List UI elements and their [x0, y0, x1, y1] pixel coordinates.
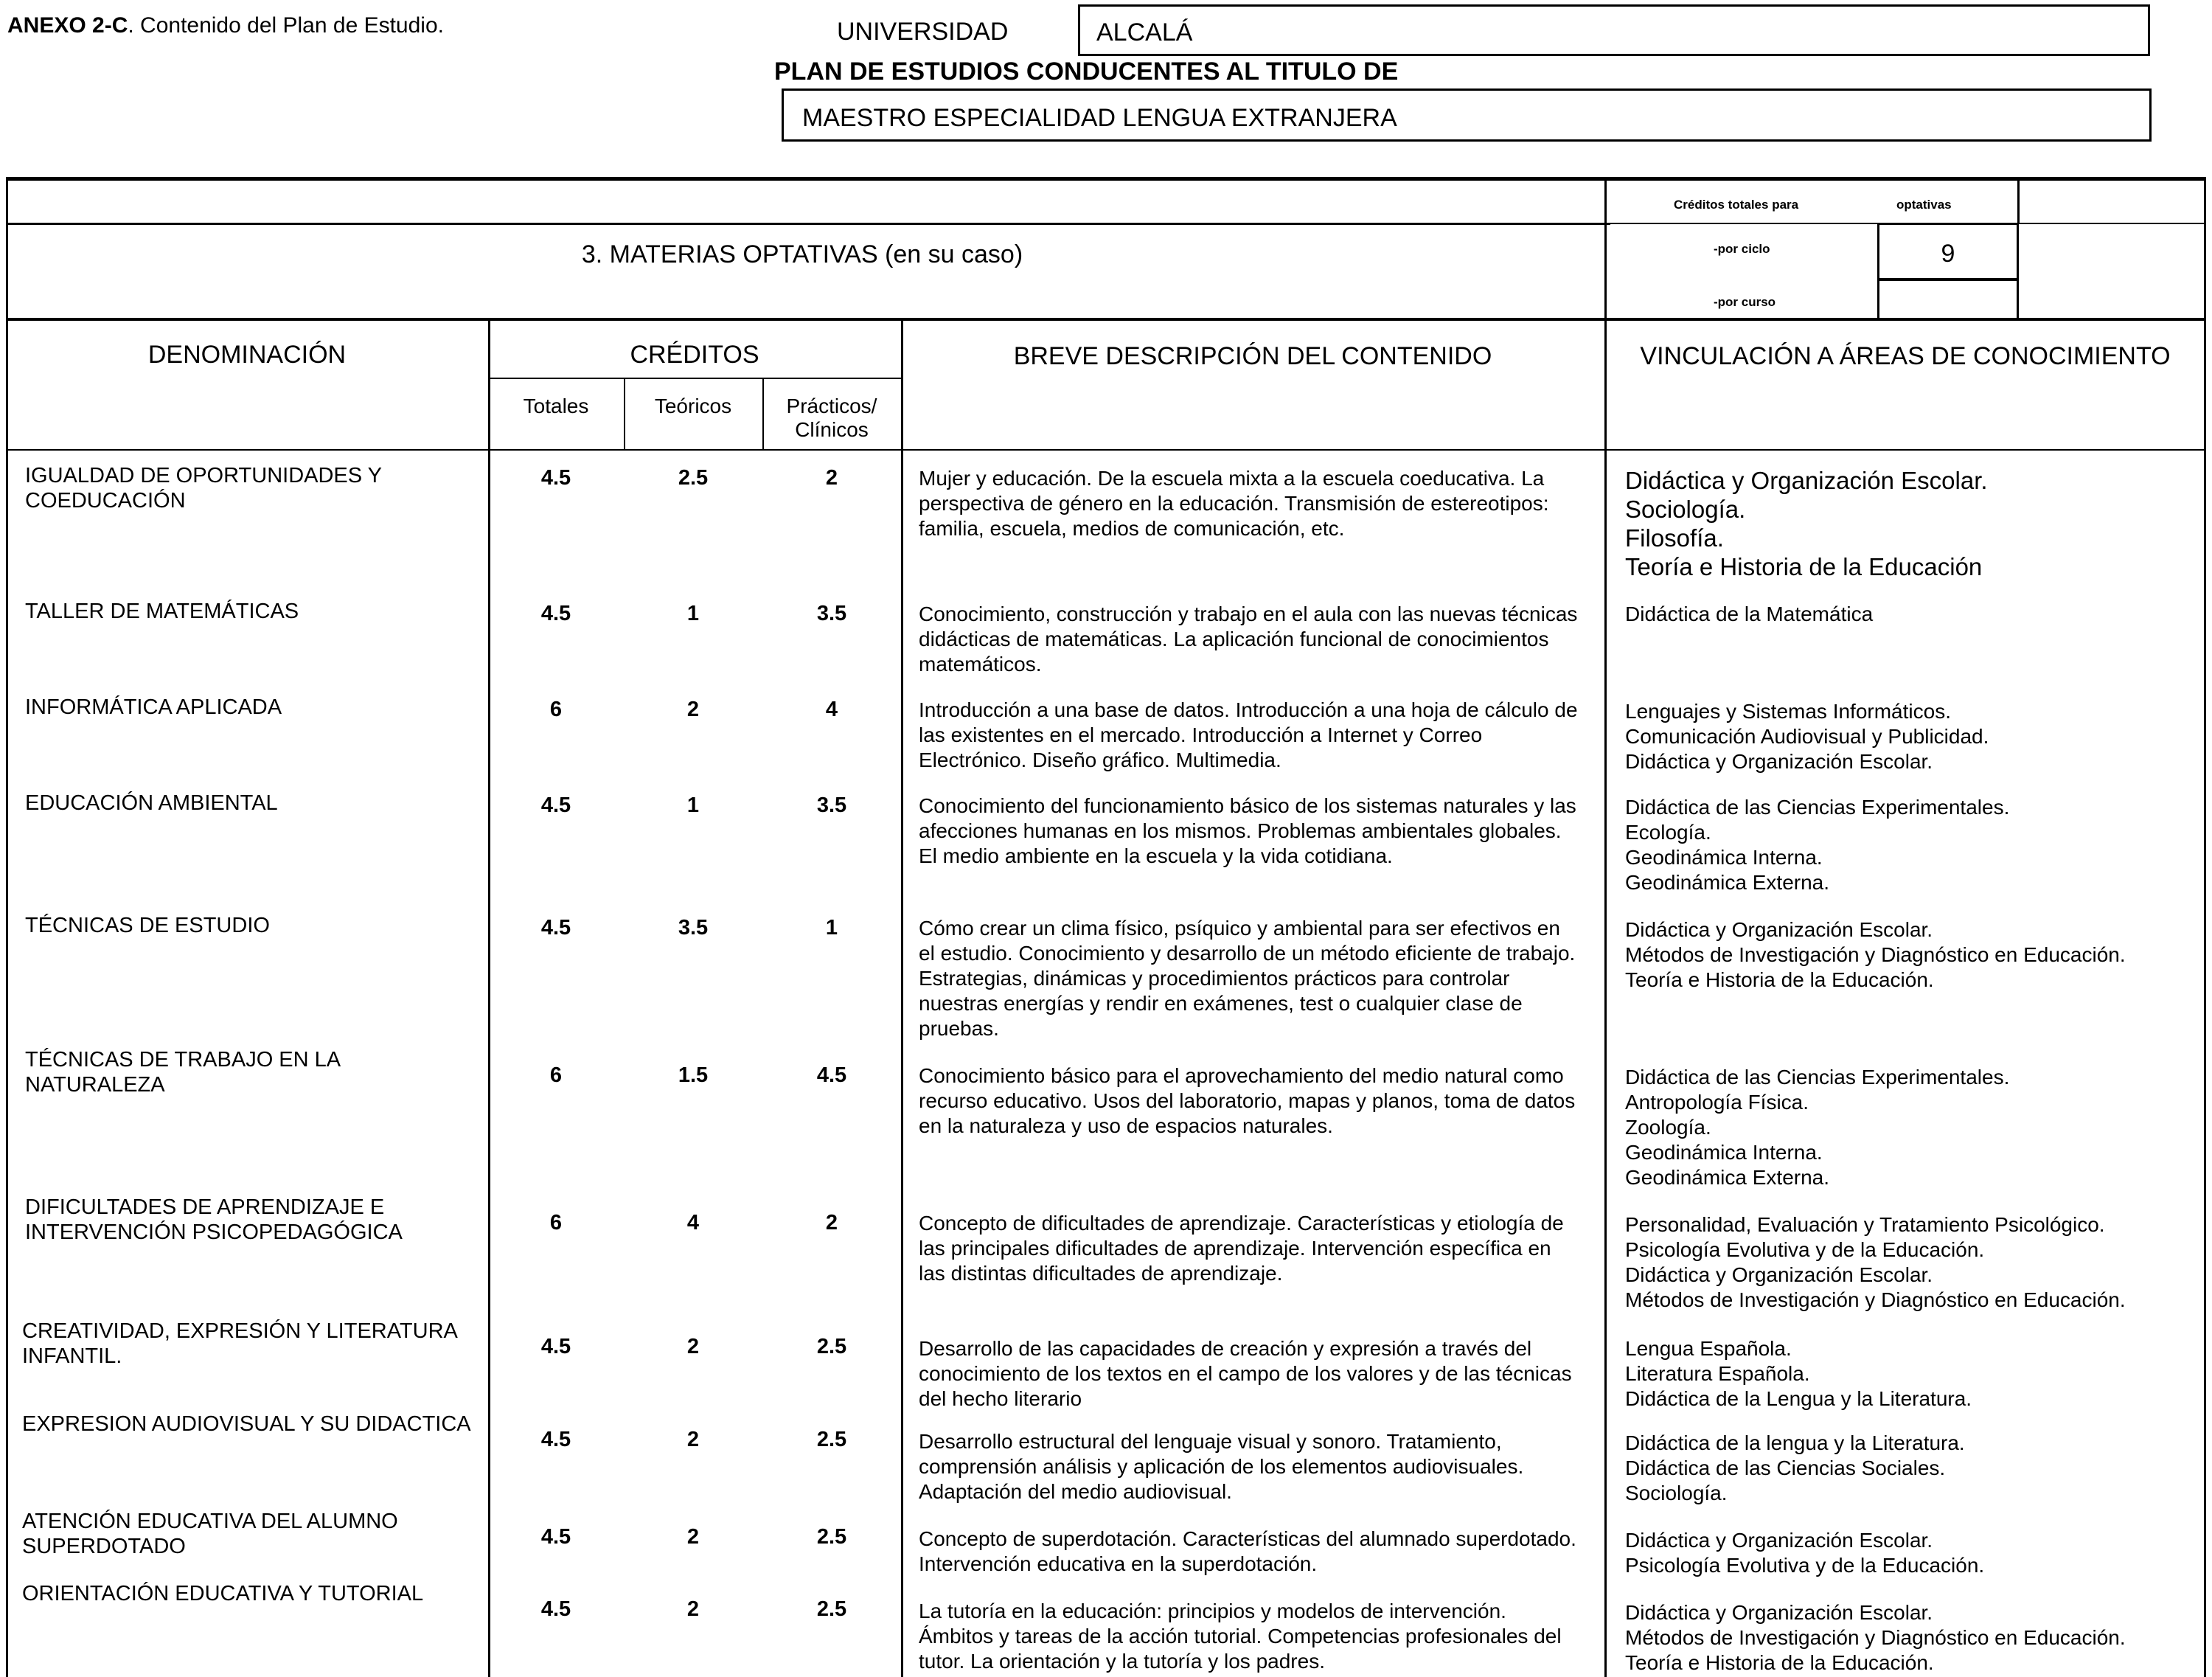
credits-theory: 2	[686, 1428, 700, 1451]
knowledge-areas: Didáctica y Organización Escolar. Sociología. Filosofía. Teoría e Historia de la Educación	[1625, 467, 1988, 580]
course-name: ATENCIÓN EDUCATIVA DEL ALUMNO SUPERDOTADO	[22, 1510, 398, 1558]
knowledge-areas: Didáctica y Organización Escolar. Métodos de Investigación y Diagnóstico en Educación. Teoría e Historia de la Educación.	[1625, 918, 2126, 991]
credits-practice: 2.5	[816, 1335, 847, 1358]
course-description: Concepto de superdotación. Características del alumnado superdotado. Intervención educativa en la superdotación.	[919, 1527, 1576, 1575]
credits-total: 4.5	[540, 602, 571, 625]
table-divider	[901, 318, 903, 1677]
course-description: Concepto de dificultades de aprendizaje. Características y etiología de las principales dificultades de aprendizaje. Intervención específica en las distintas dificultades de aprendizaje.	[919, 1212, 1564, 1285]
credits-theory: 2	[686, 1525, 700, 1549]
table-divider	[6, 318, 2206, 321]
course-description: Conocimiento básico para el aprovechamiento del medio natural como recurso educativo. Usos del laboratorio, mapas y planos, toma de datos en la naturaleza y uso de espacios naturales.	[919, 1064, 1576, 1137]
per-course-label: -por curso	[1714, 295, 1776, 309]
credits-total: 4.5	[540, 1597, 571, 1621]
course-name: CREATIVIDAD, EXPRESIÓN Y LITERATURA INFANTIL.	[22, 1319, 458, 1368]
knowledge-areas: Lengua Española. Literatura Española. Didáctica de la Lengua y la Literatura.	[1625, 1337, 1972, 1410]
course-name: ORIENTACIÓN EDUCATIVA Y TUTORIAL	[22, 1582, 424, 1605]
table-divider	[6, 449, 2206, 451]
table-divider	[488, 378, 901, 379]
annex-subtitle: . Contenido del Plan de Estudio.	[128, 13, 444, 38]
degree-box: MAESTRO ESPECIALIDAD LENGUA EXTRANJERA	[782, 88, 2152, 142]
course-description: La tutoría en la educación: principios y modelos de intervención. Ámbitos y tareas de la acción tutorial. Competencias profesionales del tutor. La orientación y la tutoría y los padres.	[919, 1600, 1562, 1673]
table-divider	[488, 318, 490, 1677]
optativas-label: optativas	[1896, 198, 1952, 212]
credits-theory: 3.5	[678, 916, 709, 940]
course-name: TÉCNICAS DE ESTUDIO	[25, 914, 270, 937]
course-description: Desarrollo de las capacidades de creación y expresión a través del conocimiento de los textos en el campo de los valores y de las técnicas del hecho literario	[919, 1337, 1572, 1410]
per-cycle-label: -por ciclo	[1714, 242, 1770, 256]
credits-total: 6	[549, 1063, 563, 1087]
knowledge-areas: Didáctica de las Ciencias Experimentales. Ecología. Geodinámica Interna. Geodinámica Externa.	[1625, 796, 2010, 894]
credits-practice: 2.5	[816, 1525, 847, 1549]
knowledge-areas: Personalidad, Evaluación y Tratamiento Psicológico. Psicología Evolutiva y de la Educación. Didáctica y Organización Escolar. Métodos de Investigación y Diagnóstico en Educación.	[1625, 1213, 2126, 1311]
credits-total: 6	[549, 698, 563, 721]
table-divider	[6, 223, 1610, 225]
annex-label: ANEXO 2-C	[7, 13, 128, 38]
course-description: Introducción a una base de datos. Introducción a una hoja de cálculo de las existentes en el mercado. Introducción a Internet y Correo Electrónico. Diseño gráfico. Multimedia.	[919, 698, 1578, 771]
col-header-practice: Prácticos/ Clínicos	[786, 395, 877, 441]
col-header-theory: Teóricos	[654, 395, 732, 417]
course-name: DIFICULTADES DE APRENDIZAJE E INTERVENCIÓN PSICOPEDAGÓGICA	[25, 1195, 403, 1244]
credits-practice: 1	[825, 916, 838, 940]
col-header-credits: CRÉDITOS	[630, 341, 759, 369]
course-name: EDUCACIÓN AMBIENTAL	[25, 791, 278, 815]
per-cycle-value: 9	[1877, 223, 2019, 280]
annex-heading	[7, 13, 444, 38]
credits-practice: 3.5	[816, 602, 847, 625]
credits-total-label: Créditos totales para	[1674, 198, 1799, 212]
knowledge-areas: Didáctica y Organización Escolar. Métodos de Investigación y Diagnóstico en Educación. Teoría e Historia de la Educación.	[1625, 1601, 2126, 1674]
col-header-description: BREVE DESCRIPCIÓN DEL CONTENIDO	[1013, 342, 1492, 370]
course-name: IGUALDAD DE OPORTUNIDADES Y COEDUCACIÓN	[25, 464, 382, 513]
credits-practice: 3.5	[816, 794, 847, 817]
col-header-total: Totales	[523, 395, 589, 417]
course-description: Desarrollo estructural del lenguaje visual y sonoro. Tratamiento, comprensión análisis y aplicación de los elementos audiovisuales. Adaptación del medio audiovisual.	[919, 1430, 1524, 1503]
credits-practice: 2	[825, 1211, 838, 1235]
credits-theory: 4	[686, 1211, 700, 1235]
knowledge-areas: Lenguajes y Sistemas Informáticos. Comunicación Audiovisual y Publicidad. Didáctica y Organización Escolar.	[1625, 700, 1989, 773]
knowledge-areas: Didáctica de la lengua y la Literatura. Didáctica de las Ciencias Sociales. Sociología.	[1625, 1431, 1965, 1504]
credits-practice: 2.5	[816, 1597, 847, 1621]
course-name: TALLER DE MATEMÁTICAS	[25, 600, 299, 623]
course-description: Conocimiento del funcionamiento básico de los sistemas naturales y las afecciones humanas en los mismos. Problemas ambientales globales. El medio ambiente en la escuela y la vida cotidiana.	[919, 794, 1576, 867]
credits-theory: 2	[686, 698, 700, 721]
credits-total: 6	[549, 1211, 563, 1235]
credits-practice: 4	[825, 698, 838, 721]
credits-theory: 2.5	[678, 466, 709, 490]
col-header-areas: VINCULACIÓN A ÁREAS DE CONOCIMIENTO	[1640, 342, 2171, 370]
credits-total: 4.5	[540, 1335, 571, 1358]
knowledge-areas: Didáctica y Organización Escolar. Psicología Evolutiva y de la Educación.	[1625, 1529, 1985, 1577]
course-name: INFORMÁTICA APLICADA	[25, 695, 282, 719]
per-course-value	[1877, 279, 2019, 320]
credits-theory: 1.5	[678, 1063, 709, 1087]
credits-theory: 1	[686, 794, 700, 817]
plan-title: PLAN DE ESTUDIOS CONDUCENTES AL TITULO DE	[774, 58, 1399, 86]
course-description: Mujer y educación. De la escuela mixta a la escuela coeducativa. La perspectiva de género en la educación. Transmisión de estereotipos: familia, escuela, medios de comunicación, etc.	[919, 467, 1549, 540]
course-name: EXPRESION AUDIOVISUAL Y SU DIDACTICA	[22, 1412, 471, 1436]
section-title: 3. MATERIAS OPTATIVAS (en su caso)	[581, 240, 1023, 268]
credits-practice: 2.5	[816, 1428, 847, 1451]
credits-total: 4.5	[540, 466, 571, 490]
credits-practice: 4.5	[816, 1063, 847, 1087]
university-name-box: ALCALÁ	[1078, 4, 2150, 56]
credits-theory: 2	[686, 1335, 700, 1358]
course-description: Conocimiento, construcción y trabajo en el aula con las nuevas técnicas didácticas de matemáticas. La aplicación funcional de conocimientos matemáticos.	[919, 603, 1578, 676]
col-header-name: DENOMINACIÓN	[147, 341, 347, 369]
knowledge-areas: Didáctica de las Ciencias Experimentales. Antropología Física. Zoología. Geodinámica Interna. Geodinámica Externa.	[1625, 1066, 2010, 1189]
credits-total: 4.5	[540, 794, 571, 817]
credits-theory: 2	[686, 1597, 700, 1621]
credits-practice: 2	[825, 466, 838, 490]
credits-total: 4.5	[540, 916, 571, 940]
credits-total: 4.5	[540, 1428, 571, 1451]
knowledge-areas: Didáctica de la Matemática	[1625, 603, 1874, 625]
credits-theory: 1	[686, 602, 700, 625]
table-divider	[1604, 177, 1607, 1677]
table-divider	[2017, 177, 2020, 223]
university-label: UNIVERSIDAD	[837, 18, 1009, 46]
credits-total: 4.5	[540, 1525, 571, 1549]
course-description: Cómo crear un clima físico, psíquico y ambiental para ser efectivos en el estudio. Conocimiento y desarrollo de un método eficiente de trabajo. Estrategias, dinámicas y procedimientos prácticos para controlar nuestras energías y rendir en exámenes, test o cualquier clase de pruebas.	[919, 917, 1576, 1040]
course-name: TÉCNICAS DE TRABAJO EN LA NATURALEZA	[25, 1048, 341, 1097]
